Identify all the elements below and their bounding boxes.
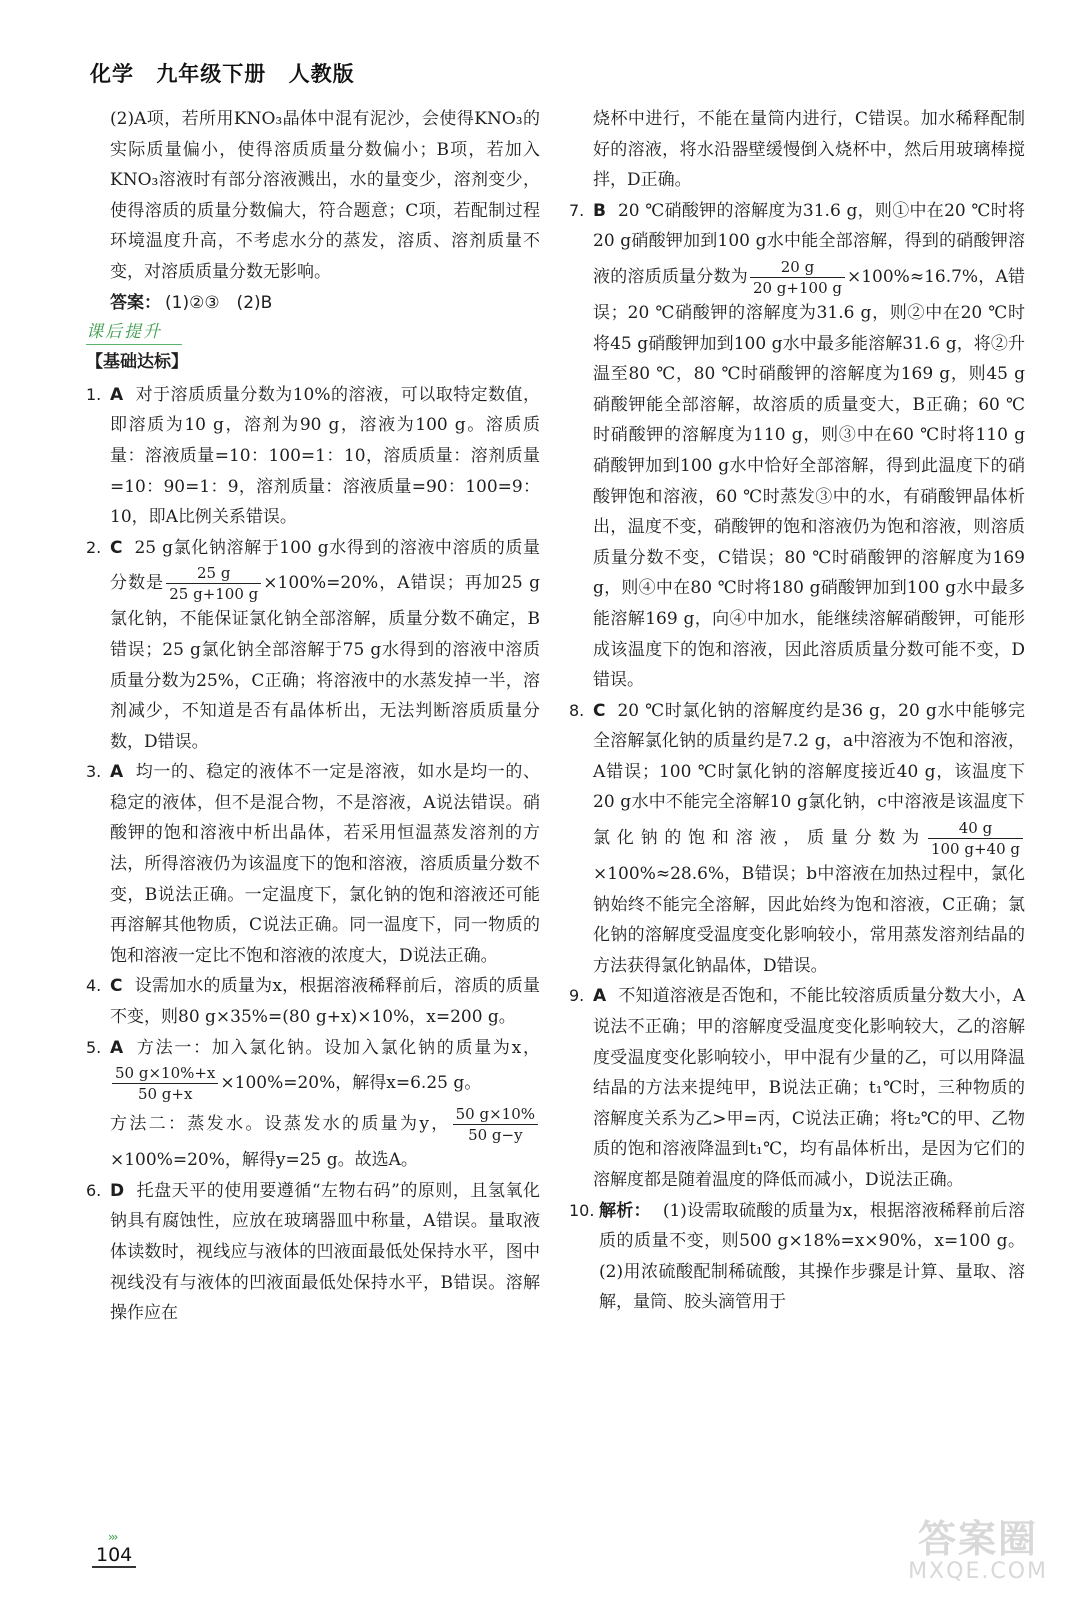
question-answer: B [593,200,606,221]
question-2 [86,533,540,758]
watermark-logo: 答案圈 [918,1517,1039,1561]
left-column [86,104,540,1329]
question-text: 均一的、稳定的液体不一定是溶液，如水是均一的、稳定的液体，但不是混合物，不是溶液，A说法错误。硝酸钾的饱和溶液中析出晶体，若采用恒温蒸发溶剂的方法，所得溶液仍为该温度下的饱和溶液，溶质质量分数不变，B说法正确。一定温度下，氯化钠的饱和溶液还可能再溶解其他物质，C说法正确。同一温度下，同一物质的饱和溶液一定比不饱和溶液的浓度大，D说法正确。 [110,762,540,966]
question-answer: C [110,976,123,997]
question-answer: C [593,700,606,721]
watermark [908,1508,1048,1584]
fraction [750,257,845,298]
fraction-numerator: 40 g [928,818,1023,839]
question-5 [86,1033,540,1176]
question-answer: A [593,986,607,1007]
header-edition: 人教版 [288,62,355,86]
answer-text: (1)②③ (2)B [165,292,273,313]
question-text-cont: ×100%≈16.7%，A错误；20 ℃硝酸钾的溶解度为31.6 g，则②中在20 ℃时将45 g硝酸钾加到100 g水中最多能溶解31.6 g，将②升温至80 ℃，80 ℃时硝酸钾的溶解度为169 g，则45 g硝酸钾能全部溶解，故溶质的质量变大，B正确；60 ℃时硝酸钾的溶解度为110 g，则③中在60 ℃时将110 g硝酸钾加到100 g水中恰好全部溶解，得到此温度下的硝酸钾饱和溶液，60 ℃时蒸发③中的水，有硝酸钾晶体析出，温度不变，硝酸钾的饱和溶液仍为饱和溶液，则溶质质量分数不变，C错误；80 ℃时硝酸钾的溶解度为169 g，则④中在80 ℃时将180 g硝酸钾加到100 g水中最多能溶解169 g，向④中加水，能继续溶解硝酸钾，可能形成该温度下的饱和溶液，因此溶质质量分数可能不变，D错误。 [593,266,1026,691]
question-answer: A [110,762,124,783]
question-text-cont: ×100%=20%，解得x=6.25 g。 [220,1073,482,1094]
fraction [928,818,1023,859]
fraction-numerator: 20 g [750,257,845,278]
question-text: 对于溶质质量分数为10%的溶液，可以取特定数值，即溶质为10 g，溶剂为90 g，溶液为100 g。溶质质量：溶液质量=10：100=1：10，溶质质量：溶剂质量=10：90=1：9，溶剂质量：溶液质量=90：100=9：10，即A比例关系错误。 [110,384,540,528]
fraction-denominator: 100 g+40 g [930,840,1020,859]
question-number: 10. [569,1200,595,1220]
question-text: 不知道溶液是否饱和，不能比较溶质质量分数大小，A说法不正确；甲的溶解度受温度变化影响较大，乙的溶解度受温度变化影响较小，甲中混有少量的乙，可以用降温结晶的方法来提纯甲，B说法正确；t₁℃时，三种物质的溶解度关系为乙>甲=丙，C说法正确；将t₂℃的甲、乙物质的饱和溶液降温到t₁℃，均有晶体析出，是因为它们的溶解度都是随着温度的降低而减小，D说法正确。 [593,986,1025,1190]
fraction-numerator: 25 g [166,563,261,584]
question-number: 4. [86,976,102,996]
question-text: 20 ℃时氯化钠的溶解度约是36 g，20 g水中能够完全溶解氯化钠的质量约是7.2 g，a中溶液为不饱和溶液，A错误；100 ℃时氯化钠的溶解度接近40 g，该温度下20 g水中不能完全溶解10 g氯化钠，c中溶液是该温度下氯化钠的饱和溶液，质量分数为 [593,700,1025,849]
question-answer: A [110,384,124,405]
question-number: 2. [86,537,102,557]
page-header [90,58,369,88]
question-number: 5. [86,1037,102,1057]
fraction-numerator: 50 g×10% [453,1104,538,1125]
question-3 [86,757,540,971]
question-answer: A [110,1037,124,1058]
fraction-denominator: 50 g−y [468,1126,523,1145]
question-number: 7. [569,200,585,220]
question-number: 3. [86,762,102,782]
question-text: 设需加水的质量为x，根据溶液稀释前后，溶质的质量不变，则80 g×35%=(80 g+x)×10%，x=200 g。 [110,976,540,1028]
question-answer: 解析： [599,1200,651,1221]
fraction-denominator: 50 g+x [137,1085,193,1104]
question-6 [86,1176,540,1329]
header-grade: 九年级下册 [156,62,267,86]
question-number: 6. [86,1180,102,1200]
header-subject: 化学 [90,62,134,86]
fraction [453,1104,538,1145]
answer-line [86,288,540,319]
question-8 [569,696,1025,982]
fraction-numerator: 50 g×10%+x [112,1063,218,1084]
question-10 [569,1196,1025,1318]
question-number: 9. [569,986,585,1006]
question-7 [569,196,1025,696]
question-text: 方法一：加入氯化钠。设加入氯化钠的质量为x， [135,1037,540,1058]
question-4 [86,971,540,1032]
question-text: (1)设需取硫酸的质量为x，根据溶液稀释前后溶质的质量不变，则500 g×18%=x×90%，x=100 g。(2)用浓硫酸配制稀硫酸，其操作步骤是计算、量取、溶解，量筒、胶头滴管用于 [599,1200,1025,1313]
question-text-end: ×100%=20%，解得y=25 g。故选A。 [110,1150,418,1171]
question-text-cont: ×100%=20%，A错误；再加25 g氯化钠，不能保证氯化钠全部溶解，质量分数不确定，B错误；25 g氯化钠全部溶解于75 g水得到的溶液中溶质质量分数为25%，C正确；将溶液中的水蒸发掉一半，溶剂减少，不知道是否有晶体析出，无法判断溶质质量分数，D错误。 [110,573,541,752]
right-column [569,104,1025,1318]
question-answer: C [110,537,123,558]
section-banner: 课后提升 [86,320,182,345]
page-number: 104 [92,1544,136,1568]
question-9 [569,981,1025,1195]
question-text: 托盘天平的使用要遵循“左物右码”的原则，且氢氧化钠具有腐蚀性，应放在玻璃器皿中称量，A错误。量取液体读数时，视线应与液体的凹液面最低处保持水平，图中视线没有与液体的凹液面最低处保持水平，B错误。溶解操作应在 [110,1180,540,1324]
question-6-continued: 烧杯中进行，不能在量筒内进行，C错误。加水稀释配制好的溶液，将水沿器壁缓慢倒入烧杯中，然后用玻璃棒搅拌，D正确。 [593,109,1025,191]
question-1 [86,380,540,533]
answer-label: 答案： [110,292,161,313]
section-title: 【基础达标】 [86,352,188,373]
fraction-denominator: 25 g+100 g [169,585,259,604]
question-number: 1. [86,384,102,404]
watermark-url: MXQE.COM [908,1559,1048,1584]
intro-paragraph: (2)A项，若所用KNO₃晶体中混有泥沙，会使得KNO₃的实际质量偏小，使得溶质质量分数偏小；B项，若加入KNO₃溶液时有部分溶液溅出，水的量变少，溶剂变少，使得溶质的质量分数偏大，符合题意；C项，若配制过程环境温度升高，不考虑水分的蒸发，溶质、溶剂质量不变，对溶质质量分数无影响。 [110,109,540,282]
question-number: 8. [569,700,585,720]
question-text: 20 ℃硝酸钾的溶解度为31.6 g，则①中在20 ℃时将20 g硝酸钾加到100 g水中能全部溶解，得到的硝酸钾溶液的溶质质量分数为 [593,200,1025,287]
fraction-denominator: 20 g+100 g [752,278,842,297]
question-text-method2: 方法二：蒸发水。设蒸发水的质量为y， [110,1114,451,1135]
fraction [112,1063,218,1104]
fraction [166,563,261,604]
chevron-right-icon: ››› [108,1530,117,1544]
question-answer: D [110,1180,125,1201]
question-text: 25 g氯化钠溶解于100 g水得到的溶液中溶质的质量分数是 [110,537,540,594]
question-text-cont: ×100%≈28.6%，B错误；b中溶液在加热过程中，氯化钠始终不能完全溶解，因此始终为饱和溶液，C正确；氯化钠的溶解度受温度变化影响较小，常用蒸发溶剂结晶的方法获得氯化钠晶体，D错误。 [593,864,1025,976]
